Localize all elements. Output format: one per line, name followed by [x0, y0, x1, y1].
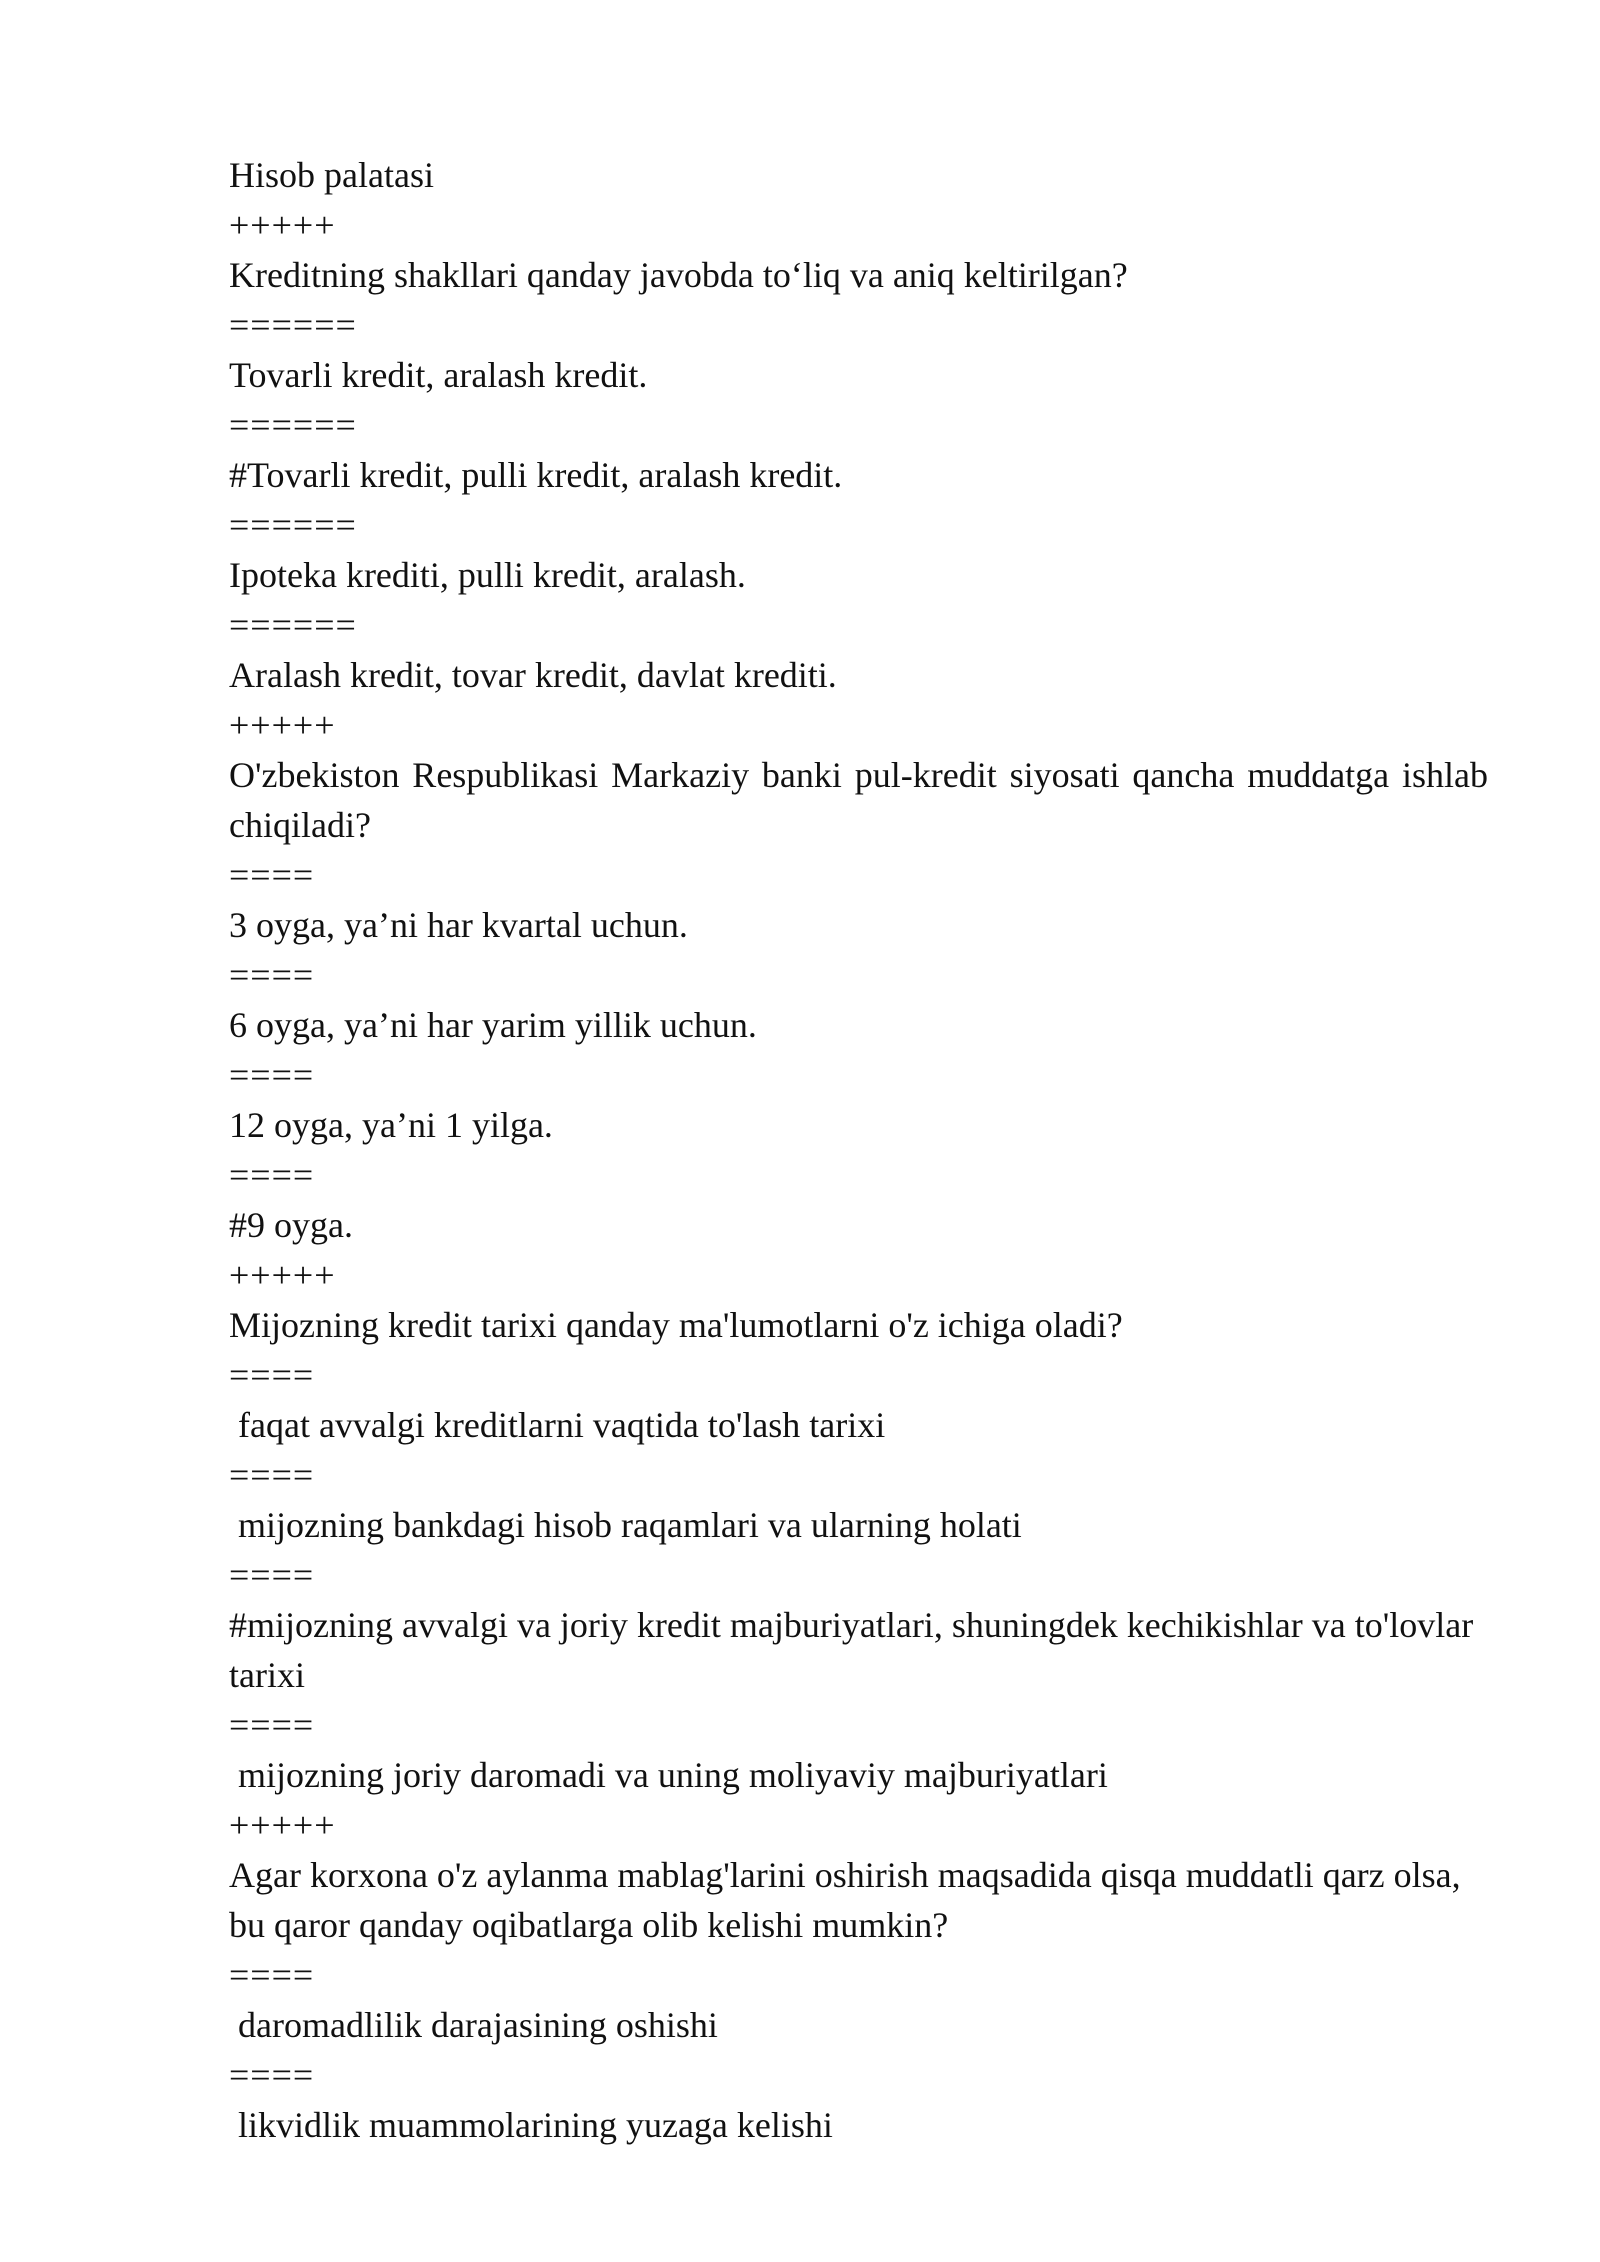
answer-option: Aralash kredit, tovar kredit, davlat krediti. [229, 655, 837, 695]
answer-separator: ==== [229, 1705, 315, 1745]
answer-separator: ==== [229, 1555, 315, 1595]
answer-option: faqat avvalgi kreditlarni vaqtida to'lash tarixi [229, 1405, 886, 1445]
answer-option: Ipoteka krediti, pulli kredit, aralash. [229, 555, 746, 595]
answer-option: 3 oyga, ya’ni har kvartal uchun. [229, 905, 688, 945]
answer-option: mijozning joriy daromadi va uning moliyaviy majburiyatlari [229, 1755, 1108, 1795]
question-separator: +++++ [229, 205, 336, 245]
heading-text: Hisob palatasi [229, 155, 434, 195]
answer-option-correct: #mijozning avvalgi va joriy kredit majburiyatlari, shuningdek kechikishlar va to'lovlar tarixi [229, 1605, 1483, 1695]
question-text: Agar korxona o'z aylanma mablag'larini oshirish maqsadida qisqa muddatli qarz olsa, bu qaror qanday oqibatlarga olib kelishi mumkin? [229, 1855, 1470, 1945]
answer-separator: ====== [229, 305, 357, 345]
question-separator: +++++ [229, 705, 336, 745]
question-separator: +++++ [229, 1805, 336, 1845]
answer-option-correct: #Tovarli kredit, pulli kredit, aralash kredit. [229, 455, 843, 495]
answer-separator: ====== [229, 605, 357, 645]
question-text: Kreditning shakllari qanday javobda to‘liq va aniq keltirilgan? [229, 255, 1128, 295]
answer-separator: ====== [229, 505, 357, 545]
answer-separator: ==== [229, 1055, 315, 1095]
answer-option: 6 oyga, ya’ni har yarim yillik uchun. [229, 1005, 757, 1045]
answer-option: daromadlilik darajasining oshishi [229, 2005, 718, 2045]
answer-separator: ==== [229, 855, 315, 895]
answer-separator: ==== [229, 1455, 315, 1495]
answer-separator: ==== [229, 955, 315, 995]
answer-option-correct: #9 oyga. [229, 1205, 353, 1245]
answer-separator: ====== [229, 405, 357, 445]
answer-separator: ==== [229, 1955, 315, 1995]
answer-option: likvidlik muammolarining yuzaga kelishi [229, 2105, 833, 2145]
question-text: Mijozning kredit tarixi qanday ma'lumotlarni o'z ichiga oladi? [229, 1305, 1123, 1345]
answer-separator: ==== [229, 2055, 315, 2095]
answer-option: 12 oyga, ya’ni 1 yilga. [229, 1105, 553, 1145]
answer-separator: ==== [229, 1355, 315, 1395]
question-text: O'zbekiston Respublikasi Markaziy banki pul-kredit siyosati qancha muddatga ishlab chiqiladi? [229, 755, 1497, 845]
answer-separator: ==== [229, 1155, 315, 1195]
answer-option: mijozning bankdagi hisob raqamlari va ularning holati [229, 1505, 1022, 1545]
question-separator: +++++ [229, 1255, 336, 1295]
answer-option: Tovarli kredit, aralash kredit. [229, 355, 648, 395]
